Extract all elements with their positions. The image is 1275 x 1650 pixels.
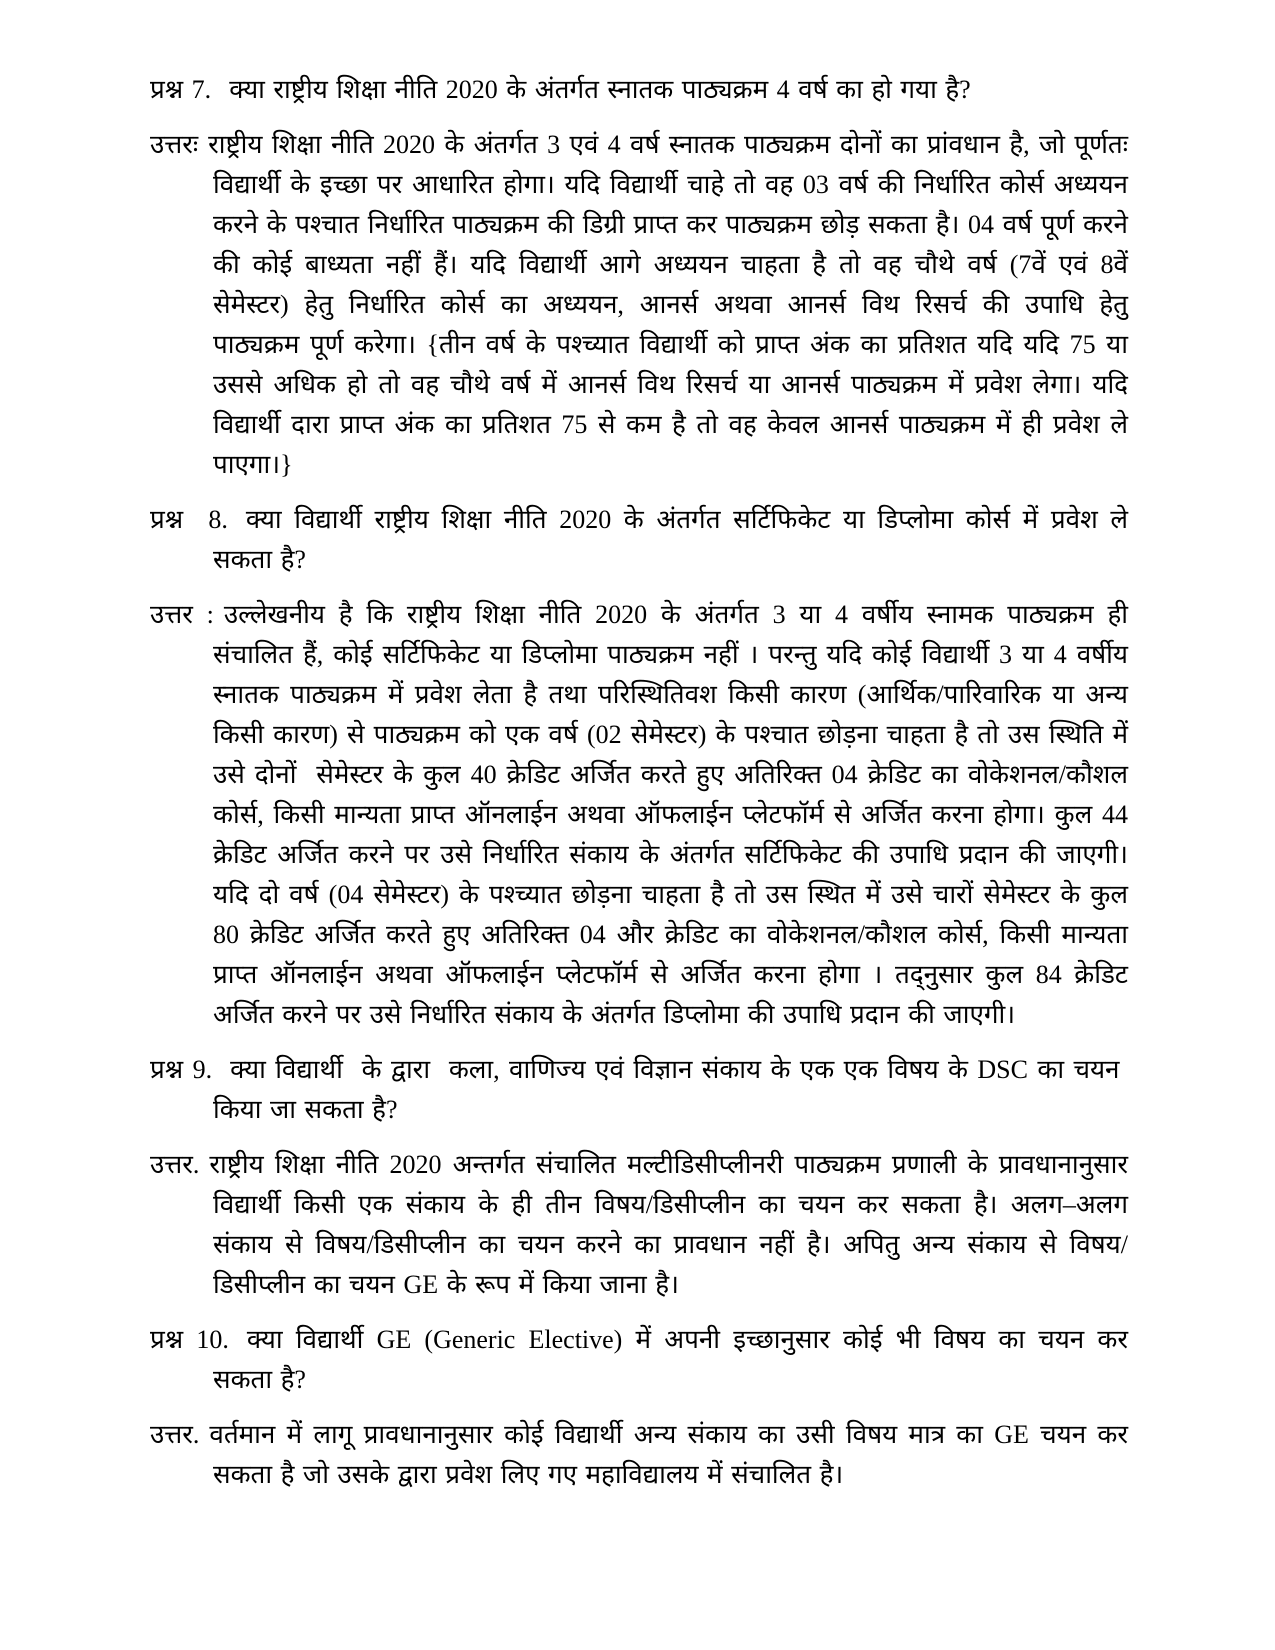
- question-9-text: क्या विद्यार्थी के द्वारा कला, वाणिज्य एवं विज्ञान संकाय के एक एक विषय के DSC का चयन किया जा सकता है?: [213, 1055, 1128, 1124]
- question-10-text: क्या विद्यार्थी GE (Generic Elective) में अपनी इच्छानुसार कोई भी विषय का चयन कर सकता है?: [213, 1325, 1128, 1394]
- question-9-label: प्रश्न 9.: [150, 1055, 213, 1084]
- answer-8: [150, 595, 1128, 1035]
- answer-10: [150, 1415, 1128, 1495]
- faq-document: [150, 70, 1128, 1510]
- answer-9-text: राष्ट्रीय शिक्षा नीति 2020 अन्तर्गत संचालित मल्टीडिसीप्लीनरी पाठ्यक्रम प्रणाली के प्रावधानानुसार विद्यार्थी किसी एक संकाय के ही तीन विषय/डिसीप्लीन का चयन कर सकता है। अलग–अलग संकाय से विषय/डिसीप्लीन का चयन करने का प्रावधान नहीं है। अपितु अन्य संकाय से विषय/डिसीप्लीन का चयन GE के रूप में किया जाना है।: [209, 1150, 1128, 1299]
- answer-7: [150, 125, 1128, 485]
- answer-7-label: उत्तरः: [150, 130, 199, 159]
- answer-9: [150, 1145, 1128, 1305]
- question-10: [150, 1320, 1128, 1400]
- answer-8-label: उत्तर :: [150, 600, 214, 629]
- question-8-text: क्या विद्यार्थी राष्ट्रीय शिक्षा नीति 2020 के अंतर्गत सर्टिफिकेट या डिप्लोमा कोर्स में प्रवेश ले सकता है?: [213, 505, 1128, 574]
- question-10-label: प्रश्न 10.: [150, 1325, 229, 1354]
- question-9: [150, 1050, 1128, 1130]
- question-7-label: प्रश्न 7.: [150, 75, 212, 104]
- answer-9-label: उत्तर.: [150, 1150, 200, 1179]
- question-7: [150, 70, 1128, 110]
- answer-8-text: उल्लेखनीय है कि राष्ट्रीय शिक्षा नीति 2020 के अंतर्गत 3 या 4 वर्षीय स्नामक पाठ्यक्रम ही संचालित हैं, कोई सर्टिफिकेट या डिप्लोमा पाठ्यक्रम नहीं । परन्तु यदि कोई विद्यार्थी 3 या 4 वर्षीय स्नातक पाठ्यक्रम में प्रवेश लेता है तथा परिस्थितिवश किसी कारण (आर्थिक/पारिवारिक या अन्य किसी कारण) से पाठ्यक्रम को एक वर्ष (02 सेमेस्टर) के पश्चात छोड़ना चाहता है तो उस स्थिति में उसे दोनों सेमेस्टर के कुल 40 क्रेडिट अर्जित करते हुए अतिरिक्त 04 क्रेडिट का वोकेशनल/कौशल कोर्स, किसी मान्यता प्राप्त ऑनलाईन अथवा ऑफलाईन प्लेटफॉर्म से अर्जित करना होगा। कुल 44 क्रेडिट अर्जित करने पर उसे निर्धारित संकाय के अंतर्गत सर्टिफिकेट की उपाधि प्रदान की जाएगी। यदि दो वर्ष (04 सेमेस्टर) के पश्च्यात छोड़ना चाहता है तो उस स्थित में उसे चारों सेमेस्टर के कुल 80 क्रेडिट अर्जित करते हुए अतिरिक्त 04 और क्रेडिट का वोकेशनल/कौशल कोर्स, किसी मान्यता प्राप्त ऑनलाईन अथवा ऑफलाईन प्लेटफॉर्म से अर्जित करना होगा । तद्नुसार कुल 84 क्रेडिट अर्जित करने पर उसे निर्धारित संकाय के अंतर्गत डिप्लोमा की उपाधि प्रदान की जाएगी।: [213, 600, 1128, 1029]
- answer-7-text: राष्ट्रीय शिक्षा नीति 2020 के अंतर्गत 3 एवं 4 वर्ष स्नातक पाठ्यक्रम दोनों का प्रांवधान है, जो पूर्णतः विद्यार्थी के इच्छा पर आधारित होगा। यदि विद्यार्थी चाहे तो वह 03 वर्ष की निर्धारित कोर्स अध्ययन करने के पश्चात निर्धारित पाठ्यक्रम की डिग्री प्राप्त कर पाठ्यक्रम छोड़ सकता है। 04 वर्ष पूर्ण करने की कोई बाध्यता नहीं हैं। यदि विद्यार्थी आगे अध्ययन चाहता है तो वह चौथे वर्ष (7वें एवं 8वें सेमेस्टर) हेतु निर्धारित कोर्स का अध्ययन, आनर्स अथवा आनर्स विथ रिसर्च की उपाधि हेतु पाठ्यक्रम पूर्ण करेगा। {तीन वर्ष के पश्च्यात विद्यार्थी को प्राप्त अंक का प्रतिशत यदि यदि 75 या उससे अधिक हो तो वह चौथे वर्ष में आनर्स विथ रिसर्च या आनर्स पाठ्यक्रम में प्रवेश लेगा। यदि विद्यार्थी दारा प्राप्त अंक का प्रतिशत 75 से कम है तो वह केवल आनर्स पाठ्यक्रम में ही प्रवेश ले पाएगा।}: [208, 130, 1128, 479]
- question-8: [150, 500, 1128, 580]
- question-8-label: प्रश्न 8.: [150, 505, 228, 534]
- answer-10-label: उत्तर.: [150, 1420, 200, 1449]
- question-7-text: क्या राष्ट्रीय शिक्षा नीति 2020 के अंतर्गत स्नातक पाठ्यक्रम 4 वर्ष का हो गया है?: [229, 75, 971, 104]
- answer-10-text: वर्तमान में लागू प्रावधानानुसार कोई विद्यार्थी अन्य संकाय का उसी विषय मात्र का GE चयन कर सकता है जो उसके द्वारा प्रवेश लिए गए महाविद्यालय में संचालित है।: [209, 1420, 1128, 1489]
